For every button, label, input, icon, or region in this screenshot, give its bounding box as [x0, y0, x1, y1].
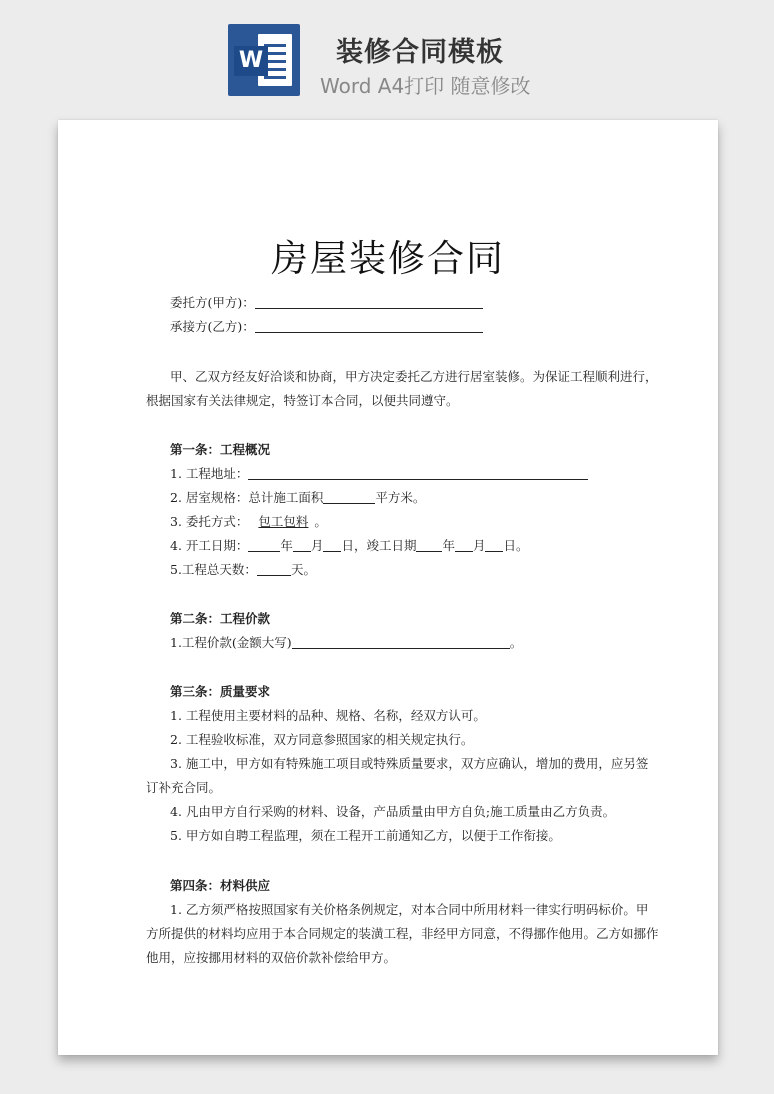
word-letter: W — [234, 46, 268, 76]
s1-item-3 — [170, 512, 327, 530]
intro-line-1: 甲、乙双方经友好洽谈和协商，甲方决定委托乙方进行居室装修。为保证工程顺利进行， — [170, 369, 658, 384]
party-a-line — [170, 293, 483, 311]
s1-item-4-label: 4. 开工日期： — [170, 538, 249, 553]
section-2-heading: 第二条：工程价款 — [170, 611, 271, 626]
price-blank[interactable] — [292, 636, 510, 649]
s3-item-4: 4. 凡由甲方自行采购的材料、设备，产品质量由甲方自负;施工质量由乙方负责。 — [170, 804, 616, 819]
area-blank[interactable] — [323, 491, 375, 504]
s2-item-1-label: 1.工程价款(金额大写) — [170, 635, 292, 650]
s4-para-line-1: 1. 乙方须严格按照国家有关价格条例规定，对本合同中所用材料一律实行明码标价。甲 — [170, 902, 649, 917]
party-a-blank[interactable] — [255, 296, 483, 309]
end-year-blank[interactable] — [416, 539, 442, 552]
s1-item-1 — [170, 464, 588, 482]
day-label: 日。 — [503, 538, 529, 553]
end-day-blank[interactable] — [485, 539, 503, 552]
template-title: 装修合同模板 — [336, 37, 504, 68]
s1-item-1-label: 1. 工程地址： — [170, 466, 249, 481]
s1-item-2-unit: 平方米。 — [375, 490, 426, 505]
s2-item-1-end: 。 — [509, 635, 523, 650]
year-label: 年 — [280, 538, 293, 553]
s1-item-5-label: 5.工程总天数： — [170, 562, 257, 577]
s3-item-3: 3. 施工中，甲方如有特殊施工项目或特殊质量要求，双方应确认，增加的费用，应另签 — [170, 756, 649, 771]
document-title: 房屋装修合同 — [271, 237, 505, 280]
party-a-label: 委托方(甲方)： — [170, 295, 255, 310]
s1-item-4 — [170, 536, 529, 554]
address-blank[interactable] — [248, 467, 588, 480]
section-4-heading: 第四条：材料供应 — [170, 878, 271, 893]
s1-item-3-end: 。 — [314, 514, 327, 529]
s1-item-5 — [170, 560, 316, 578]
s3-item-3-cont: 订补充合同。 — [146, 780, 222, 795]
year-label: 年 — [442, 538, 455, 553]
section-3-heading: 第三条：质量要求 — [170, 684, 271, 699]
party-b-line — [170, 317, 483, 335]
s1-item-2 — [170, 488, 425, 506]
s3-item-5: 5. 甲方如自聘工程监理，须在工程开工前通知乙方，以便于工作衔接。 — [170, 828, 561, 843]
s3-item-1: 1. 工程使用主要材料的品种、规格、名称，经双方认可。 — [170, 708, 486, 723]
s1-item-2-label: 2. 居室规格：总计施工面积 — [170, 490, 324, 505]
template-header — [0, 0, 774, 110]
s4-para-line-3: 他用，应按挪用材料的双倍价款补偿给甲方。 — [146, 950, 397, 965]
start-year-blank[interactable] — [248, 539, 280, 552]
total-days-blank[interactable] — [257, 563, 291, 576]
start-day-blank[interactable] — [323, 539, 341, 552]
party-b-label: 承接方(乙方)： — [170, 319, 255, 334]
intro-line-2: 根据国家有关法律规定，特签订本合同，以便共同遵守。 — [146, 393, 459, 408]
s1-item-5-unit: 天。 — [290, 562, 316, 577]
s2-item-1 — [170, 633, 522, 651]
start-month-blank[interactable] — [293, 539, 311, 552]
party-b-blank[interactable] — [255, 320, 483, 333]
word-icon — [228, 24, 300, 96]
s3-item-2: 2. 工程验收标准，双方同意参照国家的相关规定执行。 — [170, 732, 474, 747]
s1-item-3-label: 3. 委托方式： — [170, 514, 249, 529]
template-subtitle: Word A4打印 随意修改 — [320, 74, 531, 98]
contract-mode-value: 包工包料 — [258, 514, 309, 529]
section-1-heading: 第一条：工程概况 — [170, 442, 271, 457]
month-label: 月 — [310, 538, 324, 553]
s4-para-line-2: 方所提供的材料均应用于本合同规定的装潢工程，非经甲方同意，不得挪作他用。乙方如挪作 — [146, 926, 659, 941]
document-page — [58, 120, 718, 1055]
end-date-label: 日，竣工日期 — [341, 538, 417, 553]
end-month-blank[interactable] — [455, 539, 473, 552]
month-label: 月 — [472, 538, 486, 553]
